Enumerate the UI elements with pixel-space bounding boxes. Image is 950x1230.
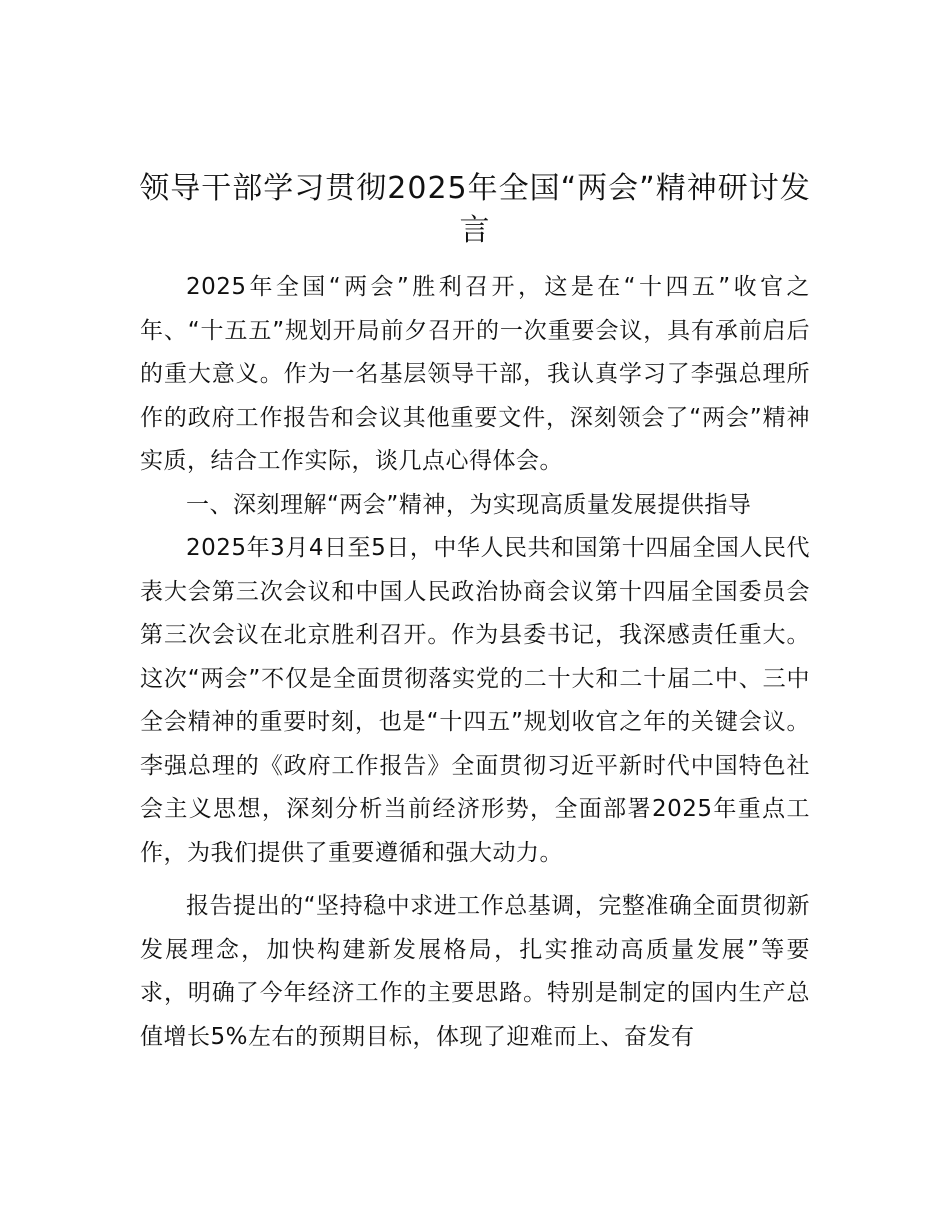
section-heading-1: 一、深刻理解“两会”精神，为实现高质量发展提供指导 bbox=[186, 491, 752, 518]
document-body bbox=[140, 266, 810, 1059]
body-paragraph-1: 2025年3月4日至5日，中华人民共和国第十四届全国人民代表大会第三次会议和中国人民政治协商会议第十四届全国委员会第三次会议在北京胜利召开。作为县委书记，我深感责任重大。这次“两会”不仅是全面贯彻落实党的二十大和二十届二中、三中全会精神的重要时刻，也是“十四五”规划收官之年的关键会议。李强总理的《政府工作报告》全面贯彻习近平新时代中国特色社会主义思想，深刻分析当前经济形势，全面部署2025年重点工作，为我们提供了重要遵循和强大动力。 bbox=[140, 535, 810, 866]
body-paragraph-2: 报告提出的“坚持稳中求进工作总基调，完整准确全面贯彻新发展理念，加快构建新发展格局，扎实推动高质量发展”等要求，明确了今年经济工作的主要思路。特别是制定的国内生产总值增长5%左右的预期目标，体现了迎难而上、奋发有 bbox=[140, 893, 810, 1050]
intro-paragraph: 2025年全国“两会”胜利召开，这是在“十四五”收官之年、“十五五”规划开局前夕召开的一次重要会议，具有承前启后的重大意义。作为一名基层领导干部，我认真学习了李强总理所作的政府工作报告和会议其他重要文件，深刻领会了“两会”精神实质，结合工作实际，谈几点心得体会。 bbox=[140, 274, 810, 474]
document-title: 领导干部学习贯彻2025年全国“两会”精神研讨发言 bbox=[139, 171, 811, 248]
